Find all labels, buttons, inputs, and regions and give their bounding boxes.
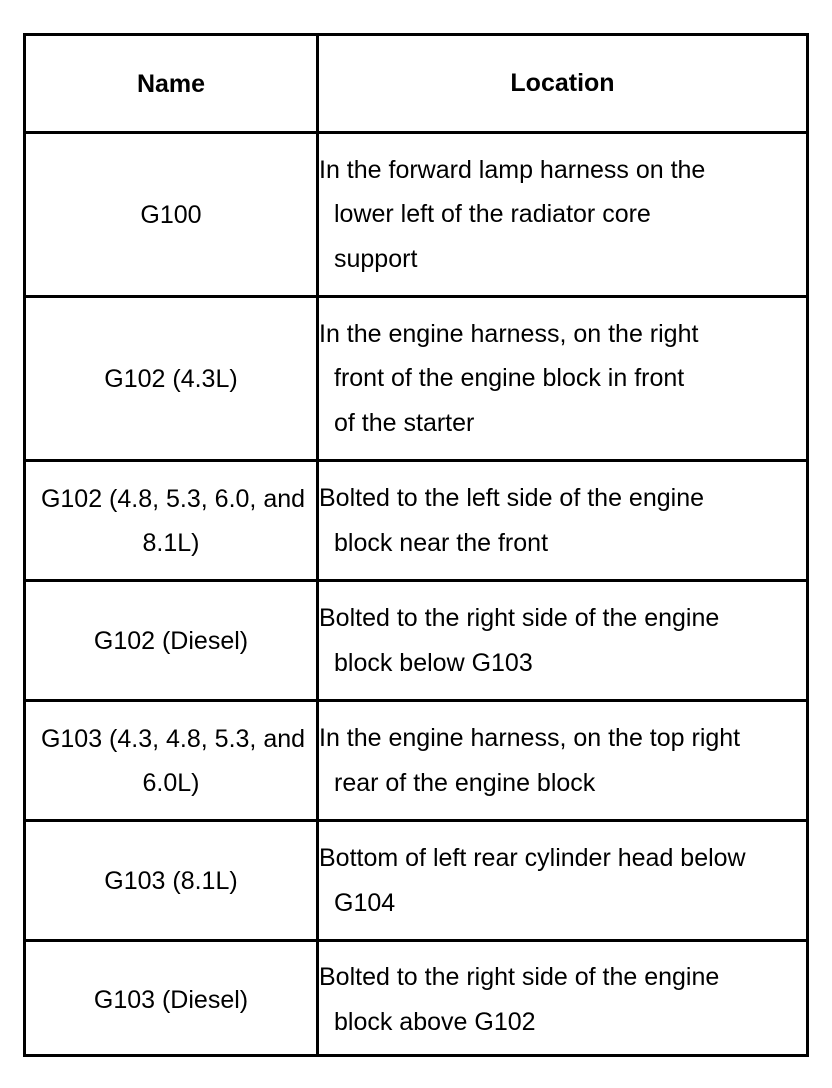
ground-name: G103 (8.1L) [26,822,319,939]
location-line: In the engine harness, on the right [319,319,699,348]
ground-name-line: G103 (4.3, 4.8, 5.3, and [40,724,306,753]
table-row [26,134,806,298]
ground-location [319,822,806,939]
ground-name: G102 (4.3L) [26,298,319,459]
location-line: front of the engine block in front [334,364,685,393]
location-line: Bolted to the right side of the engine [319,604,720,632]
header-name: Name [26,36,319,131]
location-line: Bolted to the left side of the engine [319,484,704,512]
ground-locations-table [23,33,809,1057]
ground-location [319,134,806,295]
ground-location [319,298,806,459]
ground-name: G102 (Diesel) [26,582,319,699]
location-line: Bolted to the right side of the engine [319,963,720,991]
ground-name-line: 6.0L) [142,768,200,797]
location-line: Bottom of left rear cylinder head below [319,844,746,872]
ground-name [26,702,319,819]
location-line: G104 [334,888,396,917]
location-line: block above G102 [334,1007,536,1036]
header-location: Location [510,69,615,98]
ground-name: G100 [26,134,319,295]
ground-name [26,462,319,579]
location-line: In the engine harness, on the top right [319,724,741,752]
ground-location [319,942,806,1057]
location-line: block near the front [334,528,549,557]
location-line: In the forward lamp harness on the [319,155,706,184]
table-row [26,298,806,462]
table-row [26,942,806,1057]
table-row [26,462,806,582]
table-row [26,582,806,702]
location-line: of the starter [334,408,475,437]
ground-location [319,582,806,699]
ground-name-line: 8.1L) [142,528,200,557]
table-row [26,822,806,942]
table-header-row [26,36,806,134]
location-line: support [334,244,418,273]
ground-name: G103 (Diesel) [26,942,319,1057]
table-row [26,702,806,822]
location-line: block below G103 [334,648,533,677]
location-line: rear of the engine block [334,768,596,797]
ground-location [319,462,806,579]
ground-name-line: G102 (4.8, 5.3, 6.0, and [40,484,306,513]
ground-location [319,702,806,819]
location-line: lower left of the radiator core [334,200,651,229]
